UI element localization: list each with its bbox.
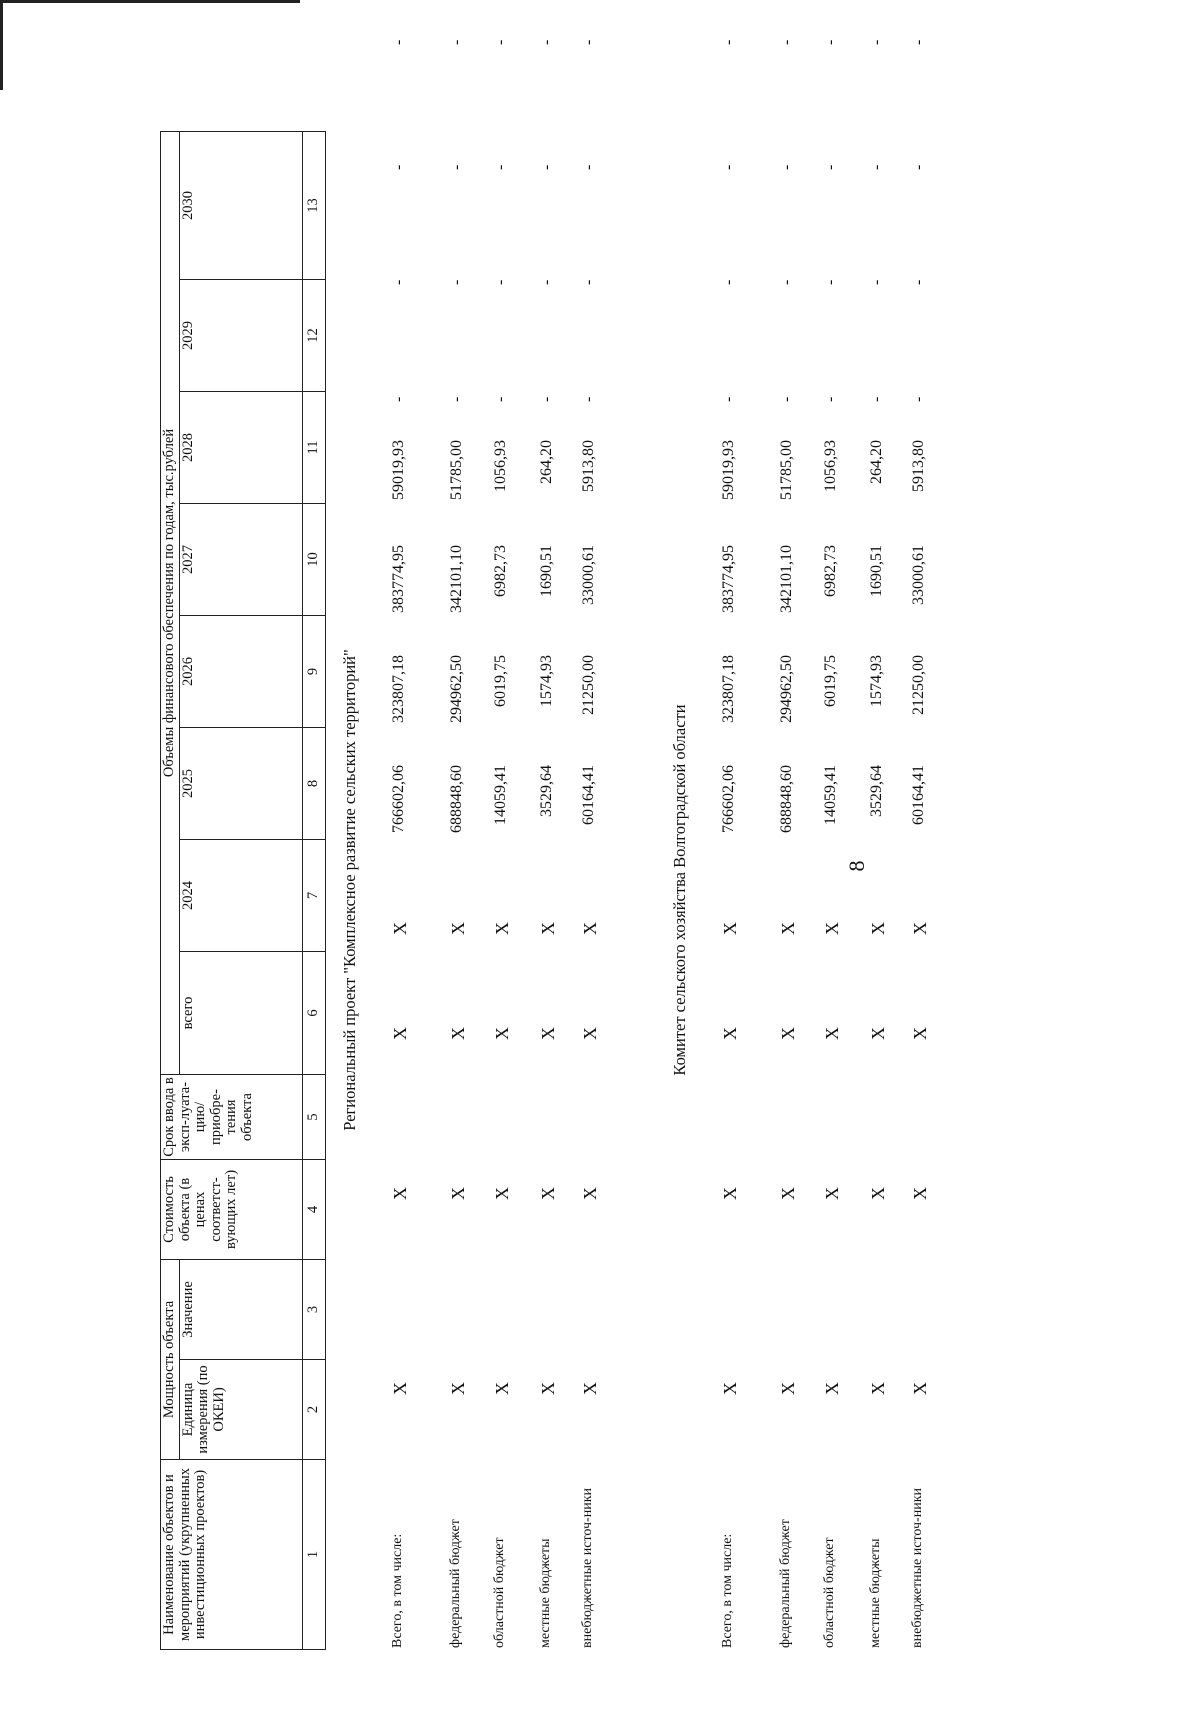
cell-total: 3529,64 — [868, 765, 885, 817]
cell-c3: Х — [910, 1187, 930, 1200]
cell-c4: Х — [720, 1027, 740, 1040]
cell-y2028: - — [390, 279, 407, 285]
row-label: областной бюджет — [822, 1537, 837, 1648]
col-number: 5 — [302, 1075, 325, 1160]
cell-y2029: - — [778, 164, 795, 170]
cell-c5: Х — [720, 922, 740, 935]
header-2030: 2030 — [179, 132, 302, 280]
cell-y2028: - — [822, 279, 839, 285]
cell-y2025: 1690,51 — [868, 545, 885, 597]
cell-y2030: - — [492, 39, 509, 45]
cell-c4: Х — [390, 1027, 410, 1040]
cell-y2028: - — [910, 279, 927, 285]
cell-y2026: 5913,80 — [580, 440, 597, 492]
cell-y2024: 6019,75 — [492, 655, 509, 707]
cell-c3: Х — [580, 1187, 600, 1200]
cell-y2027: - — [720, 396, 737, 402]
cell-y2027: - — [448, 396, 465, 402]
cell-total: 60164,41 — [910, 765, 927, 825]
row-label: федеральный бюджет — [448, 1519, 463, 1648]
cell-y2027: - — [822, 396, 839, 402]
cell-c3: Х — [868, 1187, 888, 1200]
scan-edge-mark — [0, 0, 3, 90]
header-cost: Стоимость объекта (в ценах соответст-вующих лет) — [161, 1160, 303, 1260]
cell-y2030: - — [720, 39, 737, 45]
scan-edge-mark — [0, 0, 300, 3]
cell-y2024: 21250,00 — [580, 655, 597, 715]
cell-c2: Х — [822, 1382, 842, 1395]
cell-y2029: - — [492, 164, 509, 170]
cell-y2024: 323807,18 — [390, 655, 407, 723]
cell-c3: Х — [448, 1187, 468, 1200]
cell-y2029: - — [868, 164, 885, 170]
cell-y2029: - — [390, 164, 407, 170]
header-power-group: Мощность объекта — [161, 1260, 180, 1460]
cell-c4: Х — [778, 1027, 798, 1040]
cell-c5: Х — [868, 922, 888, 935]
cell-c5: Х — [448, 922, 468, 935]
cell-y2024: 323807,18 — [720, 655, 737, 723]
header-total: всего — [179, 952, 302, 1075]
col-number: 3 — [302, 1260, 325, 1360]
cell-y2025: 6982,73 — [492, 545, 509, 597]
cell-y2030: - — [448, 39, 465, 45]
cell-c2: Х — [868, 1382, 888, 1395]
cell-total: 766602,06 — [390, 765, 407, 833]
cell-y2029: - — [910, 164, 927, 170]
cell-c4: Х — [492, 1027, 512, 1040]
cell-y2027: - — [778, 396, 795, 402]
cell-total: 3529,64 — [538, 765, 555, 817]
header-2028: 2028 — [179, 392, 302, 504]
row-label: внебюджетные источ-ники — [910, 1487, 925, 1648]
cell-total: 60164,41 — [580, 765, 597, 825]
cell-y2030: - — [868, 39, 885, 45]
cell-y2026: 51785,00 — [448, 440, 465, 500]
cell-y2025: 342101,10 — [778, 545, 795, 613]
page-number: 8 — [844, 860, 869, 872]
cell-c2: Х — [492, 1382, 512, 1395]
cell-c4: Х — [910, 1027, 930, 1040]
cell-c3: Х — [390, 1187, 410, 1200]
table-row — [720, 39, 780, 1650]
cell-total: 14059,41 — [492, 765, 509, 825]
row-label: Всего, в том числе: — [390, 1533, 405, 1648]
col-number: 7 — [302, 840, 325, 952]
header-value: Значение — [179, 1260, 302, 1360]
cell-c5: Х — [492, 922, 512, 935]
cell-total: 688848,60 — [778, 765, 795, 833]
cell-c3: Х — [538, 1187, 558, 1200]
header-2027: 2027 — [179, 504, 302, 616]
cell-y2027: - — [492, 396, 509, 402]
cell-y2030: - — [538, 39, 555, 45]
cell-y2026: 59019,93 — [720, 440, 737, 500]
col-number: 9 — [302, 616, 325, 728]
cell-c4: Х — [448, 1027, 468, 1040]
cell-c3: Х — [822, 1187, 842, 1200]
cell-c4: Х — [868, 1027, 888, 1040]
cell-y2024: 6019,75 — [822, 655, 839, 707]
cell-y2028: - — [538, 279, 555, 285]
cell-c5: Х — [390, 922, 410, 935]
col-number: 2 — [302, 1360, 325, 1460]
section-title: Комитет сельского хозяйства Волгоградской области — [670, 704, 689, 1076]
cell-y2027: - — [580, 396, 597, 402]
row-label: федеральный бюджет — [778, 1519, 793, 1648]
cell-y2027: - — [538, 396, 555, 402]
cell-y2025: 342101,10 — [448, 545, 465, 613]
header-2029: 2029 — [179, 280, 302, 392]
col-number: 1 — [302, 1460, 325, 1650]
row-label: внебюджетные источ-ники — [580, 1487, 595, 1648]
cell-y2025: 383774,95 — [390, 545, 407, 613]
cell-y2029: - — [580, 164, 597, 170]
cell-y2028: - — [580, 279, 597, 285]
cell-c2: Х — [910, 1382, 930, 1395]
header-2026: 2026 — [179, 616, 302, 728]
col-number: 10 — [302, 504, 325, 616]
cell-y2029: - — [538, 164, 555, 170]
table-header — [160, 131, 326, 1650]
col-number: 8 — [302, 728, 325, 840]
row-label: местные бюджеты — [538, 1538, 553, 1648]
cell-y2025: 1690,51 — [538, 545, 555, 597]
cell-y2028: - — [868, 279, 885, 285]
cell-y2028: - — [448, 279, 465, 285]
cell-y2025: 33000,61 — [580, 545, 597, 605]
table-row — [910, 39, 970, 1650]
cell-y2026: 264,20 — [868, 440, 885, 484]
cell-total: 14059,41 — [822, 765, 839, 825]
cell-c3: Х — [720, 1187, 740, 1200]
col-number: 12 — [302, 280, 325, 392]
section-title: Региональный проект "Комплексное развитие сельских территорий" — [340, 649, 359, 1131]
cell-y2026: 1056,93 — [822, 440, 839, 492]
cell-c2: Х — [778, 1382, 798, 1395]
cell-c2: Х — [448, 1382, 468, 1395]
cell-y2025: 6982,73 — [822, 545, 839, 597]
cell-c2: Х — [538, 1382, 558, 1395]
cell-c3: Х — [492, 1187, 512, 1200]
cell-c5: Х — [538, 922, 558, 935]
cell-y2030: - — [580, 39, 597, 45]
cell-c5: Х — [580, 922, 600, 935]
cell-y2025: 383774,95 — [720, 545, 737, 613]
cell-y2024: 21250,00 — [910, 655, 927, 715]
cell-c2: Х — [580, 1382, 600, 1395]
cell-y2028: - — [492, 279, 509, 285]
cell-c4: Х — [822, 1027, 842, 1040]
cell-y2027: - — [390, 396, 407, 402]
header-name: Наименование объектов и мероприятий (укрупненных инвестиционных проектов) — [161, 1460, 303, 1650]
cell-y2024: 294962,50 — [448, 655, 465, 723]
row-label: Всего, в том числе: — [720, 1533, 735, 1648]
cell-total: 766602,06 — [720, 765, 737, 833]
cell-y2024: 294962,50 — [778, 655, 795, 723]
cell-y2024: 1574,93 — [868, 655, 885, 707]
cell-y2029: - — [720, 164, 737, 170]
cell-y2029: - — [822, 164, 839, 170]
cell-total: 688848,60 — [448, 765, 465, 833]
cell-y2027: - — [910, 396, 927, 402]
col-number: 4 — [302, 1160, 325, 1260]
col-number: 13 — [302, 132, 325, 280]
cell-y2030: - — [910, 39, 927, 45]
header-finance-group: Объемы финансового обеспечения по годам, тыс.рублей — [161, 132, 180, 1075]
col-number: 11 — [302, 392, 325, 504]
header-term: Срок ввода в эксп-луата-цию/ приобре-тения объекта — [161, 1075, 303, 1160]
header-unit: Единица измерения (по ОКЕИ) — [179, 1360, 302, 1460]
cell-c5: Х — [822, 922, 842, 935]
cell-y2030: - — [822, 39, 839, 45]
cell-c2: Х — [720, 1382, 740, 1395]
cell-y2026: 59019,93 — [390, 440, 407, 500]
cell-y2029: - — [448, 164, 465, 170]
row-label: областной бюджет — [492, 1537, 507, 1648]
cell-y2030: - — [390, 39, 407, 45]
cell-c2: Х — [390, 1382, 410, 1395]
cell-c5: Х — [778, 922, 798, 935]
financing-table — [160, 39, 1040, 1650]
row-label: местные бюджеты — [868, 1538, 883, 1648]
cell-y2026: 264,20 — [538, 440, 555, 484]
cell-c5: Х — [910, 922, 930, 935]
table-row — [580, 39, 640, 1650]
cell-y2030: - — [778, 39, 795, 45]
cell-c4: Х — [580, 1027, 600, 1040]
cell-y2028: - — [720, 279, 737, 285]
header-2024: 2024 — [179, 840, 302, 952]
header-2025: 2025 — [179, 728, 302, 840]
cell-y2026: 1056,93 — [492, 440, 509, 492]
cell-y2025: 33000,61 — [910, 545, 927, 605]
cell-y2024: 1574,93 — [538, 655, 555, 707]
col-number: 6 — [302, 952, 325, 1075]
table-row — [390, 39, 450, 1650]
cell-y2028: - — [778, 279, 795, 285]
cell-c4: Х — [538, 1027, 558, 1040]
cell-y2026: 5913,80 — [910, 440, 927, 492]
cell-y2026: 51785,00 — [778, 440, 795, 500]
cell-y2027: - — [868, 396, 885, 402]
cell-c3: Х — [778, 1187, 798, 1200]
